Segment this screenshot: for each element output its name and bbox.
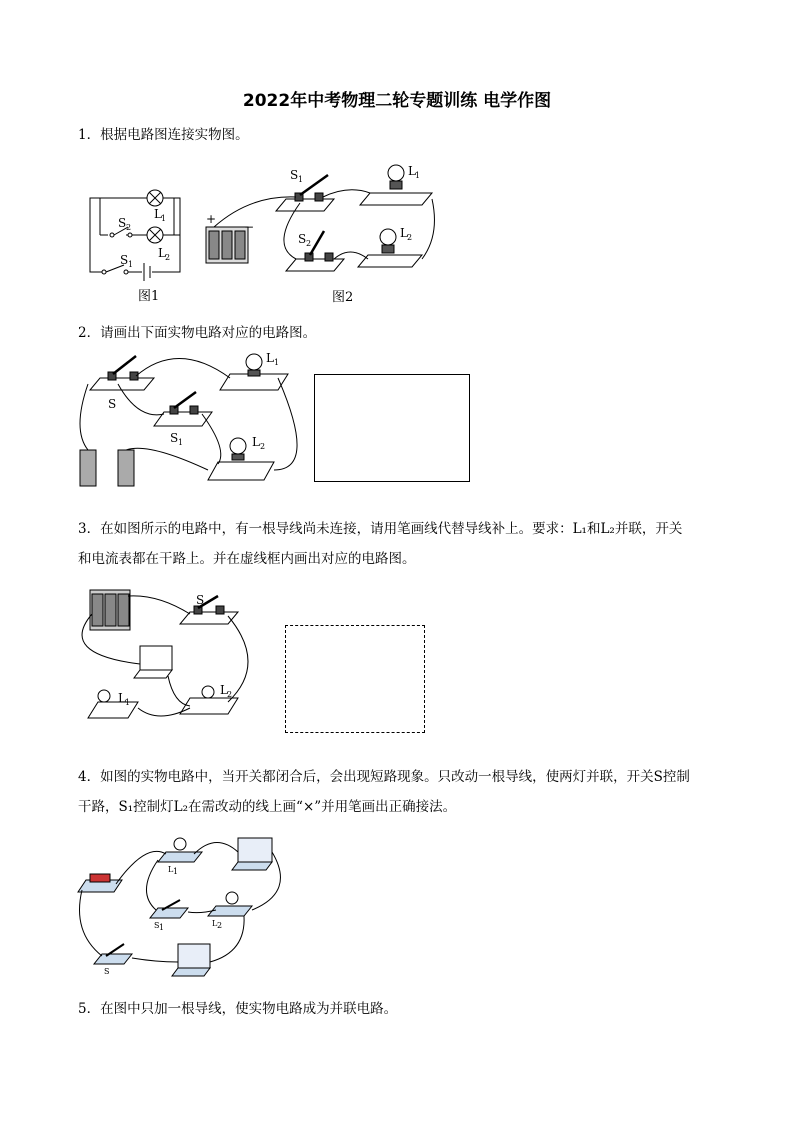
label-s: S: [108, 397, 117, 411]
svg-text:2: 2: [217, 921, 223, 930]
question-5: [78, 994, 728, 1024]
label-s: S: [104, 967, 110, 976]
svg-text:2: 2: [407, 233, 413, 242]
label-l2: L: [220, 683, 228, 697]
figure-1-caption: 图1: [138, 289, 160, 304]
label-s2: S: [298, 232, 307, 246]
svg-text:2: 2: [306, 239, 312, 248]
question-4: [78, 762, 728, 822]
svg-text:2: 2: [126, 223, 132, 232]
page-title: 2022年中考物理二轮专题训练 电学作图: [242, 91, 552, 111]
label-s1: S: [120, 253, 129, 267]
label-s2: S: [118, 216, 127, 230]
svg-text:1: 1: [161, 214, 167, 223]
label-l1: L: [118, 691, 126, 705]
question-text-line-2: 干路，S₁控制灯L₂在需改动的线上画“×”并用笔画出正确接法。: [78, 799, 457, 815]
question-text: 根据电路图连接实物图。: [100, 127, 249, 143]
label-l1: L: [154, 207, 162, 221]
question-number: 3．: [78, 521, 101, 537]
label-l1: L: [168, 865, 174, 874]
figure-1-circuit-diagram: [80, 180, 200, 310]
label-s1: S: [154, 921, 160, 930]
figure-2-physical-circuit: [200, 155, 440, 310]
answer-box-q3[interactable]: [285, 625, 425, 733]
label-s1: S: [290, 168, 299, 182]
question-text: 在如图所示的电路中，有一根导线尚未连接，请用笔画线代替导线补上。要求：L₁和L₂并联，开关: [100, 521, 683, 537]
battery-plus: +: [206, 212, 217, 226]
svg-text:1: 1: [298, 175, 304, 184]
svg-text:1: 1: [274, 358, 280, 367]
label-s1: S: [170, 431, 179, 445]
label-l2: L: [400, 226, 408, 240]
question-number: 1．: [78, 127, 101, 143]
svg-text:1: 1: [125, 698, 131, 707]
svg-text:1: 1: [159, 923, 165, 932]
question-1: [78, 120, 728, 150]
label-l2: L: [212, 919, 218, 928]
svg-text:2: 2: [260, 442, 266, 451]
figure-2-caption: 图2: [332, 290, 354, 305]
question-text-line-2: 和电流表都在干路上。并在虚线框内画出对应的电路图。: [78, 551, 416, 567]
question-number: 4．: [78, 769, 101, 785]
label-s: S: [196, 593, 205, 607]
question-number: 2．: [78, 325, 101, 341]
answer-box-q2[interactable]: [314, 374, 470, 482]
question-text: 在图中只加一根导线，使实物电路成为并联电路。: [100, 1001, 398, 1017]
question-4-physical-circuit: [76, 832, 296, 980]
question-text: 请画出下面实物电路对应的电路图。: [100, 325, 317, 341]
svg-text:1: 1: [178, 438, 184, 447]
question-3: [78, 514, 728, 574]
question-3-physical-circuit: [78, 584, 268, 734]
label-l1: L: [408, 164, 416, 178]
question-2: [78, 318, 728, 348]
svg-text:2: 2: [227, 690, 233, 699]
question-2-physical-circuit: [78, 350, 298, 490]
question-text: 如图的实物电路中，当开关都闭合后，会出现短路现象。只改动一根导线，使两灯并联，开关S控制: [100, 769, 690, 785]
battery-minus: −: [244, 220, 255, 234]
svg-text:1: 1: [173, 867, 179, 876]
svg-text:1: 1: [415, 171, 421, 180]
svg-text:2: 2: [165, 253, 171, 262]
svg-text:1: 1: [128, 260, 134, 269]
question-number: 5．: [78, 1001, 101, 1017]
label-l1: L: [266, 351, 274, 365]
label-l2: L: [158, 246, 166, 260]
label-l2: L: [252, 435, 260, 449]
